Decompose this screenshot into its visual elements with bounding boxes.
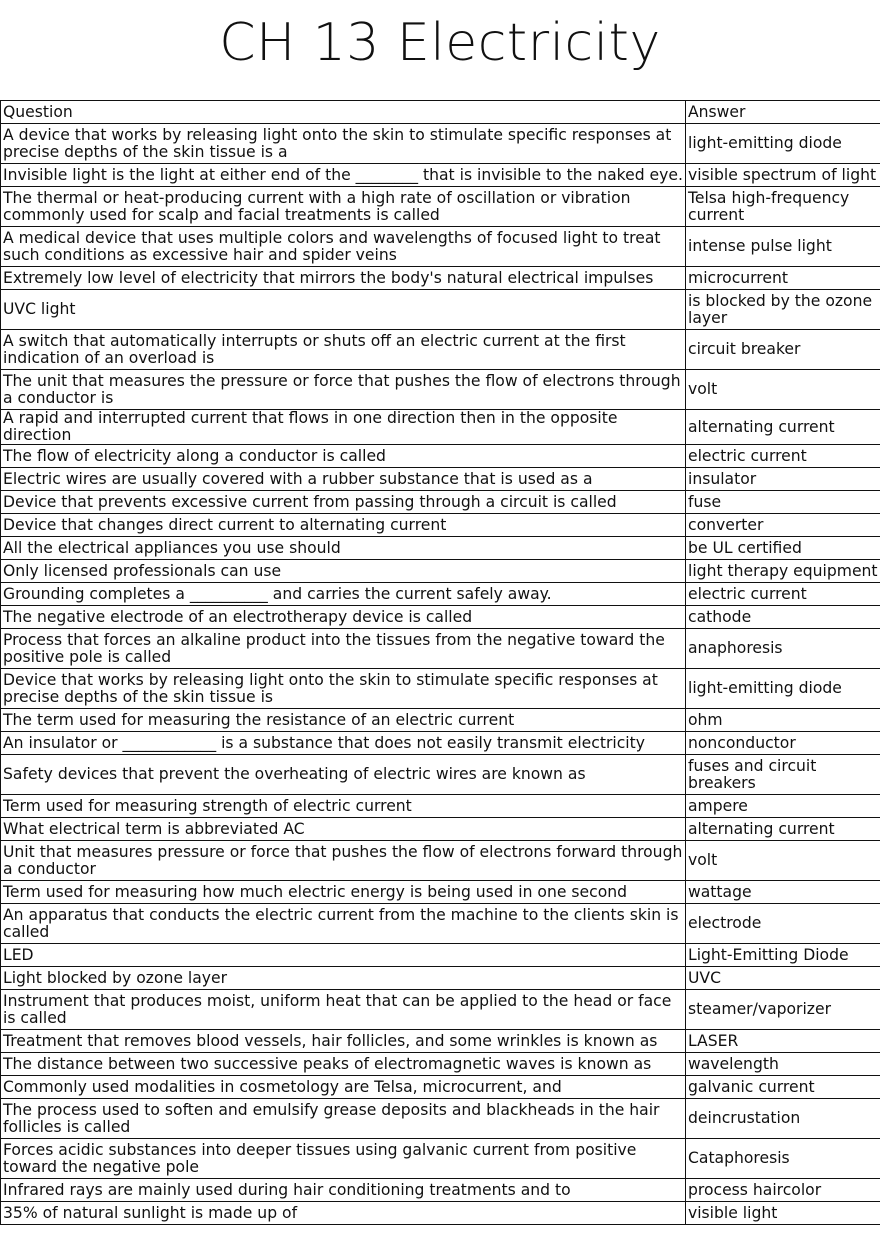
table-row [1, 904, 880, 944]
answer-cell: fuse [686, 491, 880, 514]
table-row [1, 1076, 880, 1099]
answer-cell: volt [686, 370, 880, 410]
answer-cell: fuses and circuit breakers [686, 755, 880, 795]
answer-cell: ampere [686, 795, 880, 818]
table-row [1, 629, 880, 669]
table-row [1, 124, 880, 164]
table-row [1, 491, 880, 514]
answer-cell: converter [686, 514, 880, 537]
answer-cell: steamer/vaporizer [686, 990, 880, 1030]
question-cell: The thermal or heat-producing current with a high rate of oscillation or vibration commonly used for scalp and facial treatments is called [1, 187, 686, 227]
question-cell: An insulator or ____________ is a substance that does not easily transmit electricity [1, 732, 686, 755]
question-cell: The term used for measuring the resistance of an electric current [1, 709, 686, 732]
answer-cell: light-emitting diode [686, 669, 880, 709]
table-row [1, 445, 880, 468]
table-row [1, 818, 880, 841]
answer-cell: wattage [686, 881, 880, 904]
question-cell: The unit that measures the pressure or force that pushes the flow of electrons through a conductor is [1, 370, 686, 410]
answer-cell: volt [686, 841, 880, 881]
question-cell: Device that changes direct current to alternating current [1, 514, 686, 537]
table-row [1, 290, 880, 330]
question-cell: Commonly used modalities in cosmetology are Telsa, microcurrent, and [1, 1076, 686, 1099]
answer-cell: alternating current [686, 410, 880, 445]
answer-cell: alternating current [686, 818, 880, 841]
question-cell: Process that forces an alkaline product into the tissues from the negative toward the positive pole is called [1, 629, 686, 669]
answer-cell: be UL certified [686, 537, 880, 560]
question-cell: Light blocked by ozone layer [1, 967, 686, 990]
question-cell: Unit that measures pressure or force that pushes the flow of electrons forward through a conductor [1, 841, 686, 881]
answer-cell: intense pulse light [686, 227, 880, 267]
answer-cell: Cataphoresis [686, 1139, 880, 1179]
table-row [1, 709, 880, 732]
question-cell: Device that works by releasing light onto the skin to stimulate specific responses at precise depths of the skin tissue is [1, 669, 686, 709]
table-row [1, 841, 880, 881]
question-cell: Device that prevents excessive current from passing through a circuit is called [1, 491, 686, 514]
answer-cell: LASER [686, 1030, 880, 1053]
question-cell: A rapid and interrupted current that flows in one direction then in the opposite direction [1, 410, 686, 445]
table-row [1, 1139, 880, 1179]
table-row [1, 1099, 880, 1139]
question-cell: Term used for measuring how much electric energy is being used in one second [1, 881, 686, 904]
question-cell: The distance between two successive peaks of electromagnetic waves is known as [1, 1053, 686, 1076]
question-cell: Infrared rays are mainly used during hair conditioning treatments and to [1, 1179, 686, 1202]
question-cell: LED [1, 944, 686, 967]
page-title: CH 13 Electricity [219, 13, 661, 73]
question-cell: UVC light [1, 290, 686, 330]
table-row [1, 1202, 880, 1225]
table-row [1, 755, 880, 795]
question-cell: A switch that automatically interrupts or shuts off an electric current at the first indication of an overload is [1, 330, 686, 370]
table-row [1, 187, 880, 227]
question-cell: The process used to soften and emulsify grease deposits and blackheads in the hair follicles is called [1, 1099, 686, 1139]
answer-cell: UVC [686, 967, 880, 990]
answer-cell: circuit breaker [686, 330, 880, 370]
answer-cell: wavelength [686, 1053, 880, 1076]
question-cell: A medical device that uses multiple colors and wavelengths of focused light to treat such conditions as excessive hair and spider veins [1, 227, 686, 267]
question-cell: The negative electrode of an electrotherapy device is called [1, 606, 686, 629]
question-cell: Term used for measuring strength of electric current [1, 795, 686, 818]
answer-cell: galvanic current [686, 1076, 880, 1099]
answer-cell: electrode [686, 904, 880, 944]
table-row [1, 1053, 880, 1076]
question-cell: Grounding completes a __________ and carries the current safely away. [1, 583, 686, 606]
answer-cell: electric current [686, 583, 880, 606]
column-header-question: Question [1, 101, 686, 124]
table-row [1, 1179, 880, 1202]
answer-cell: visible spectrum of light [686, 164, 880, 187]
question-cell: Forces acidic substances into deeper tissues using galvanic current from positive toward the negative pole [1, 1139, 686, 1179]
table-row [1, 560, 880, 583]
table-header-row [1, 101, 880, 124]
table-row [1, 164, 880, 187]
question-cell: The flow of electricity along a conductor is called [1, 445, 686, 468]
answer-cell: light therapy equipment [686, 560, 880, 583]
table-row [1, 514, 880, 537]
table-row [1, 967, 880, 990]
answer-cell: insulator [686, 468, 880, 491]
answer-cell: electric current [686, 445, 880, 468]
table-row [1, 944, 880, 967]
table-row [1, 669, 880, 709]
question-cell: Invisible light is the light at either end of the ________ that is invisible to the naked eye. [1, 164, 686, 187]
table-row [1, 795, 880, 818]
answer-cell: light-emitting diode [686, 124, 880, 164]
table-row [1, 410, 880, 445]
question-cell: What electrical term is abbreviated AC [1, 818, 686, 841]
table-row [1, 330, 880, 370]
table-row [1, 881, 880, 904]
table-row [1, 227, 880, 267]
table-row [1, 1030, 880, 1053]
question-cell: Extremely low level of electricity that mirrors the body's natural electrical impulses [1, 267, 686, 290]
table-row [1, 990, 880, 1030]
question-cell: 35% of natural sunlight is made up of [1, 1202, 686, 1225]
answer-cell: deincrustation [686, 1099, 880, 1139]
table-body [1, 124, 880, 1225]
table-row [1, 583, 880, 606]
table-row [1, 468, 880, 491]
question-cell: Safety devices that prevent the overheating of electric wires are known as [1, 755, 686, 795]
question-cell: An apparatus that conducts the electric current from the machine to the clients skin is called [1, 904, 686, 944]
qa-table [0, 100, 880, 1225]
answer-cell: visible light [686, 1202, 880, 1225]
answer-cell: nonconductor [686, 732, 880, 755]
table-row [1, 370, 880, 410]
question-cell: Only licensed professionals can use [1, 560, 686, 583]
question-cell: Instrument that produces moist, uniform heat that can be applied to the head or face is called [1, 990, 686, 1030]
answer-cell: is blocked by the ozone layer [686, 290, 880, 330]
table-row [1, 267, 880, 290]
answer-cell: Telsa high-frequency current [686, 187, 880, 227]
answer-cell: Light-Emitting Diode [686, 944, 880, 967]
column-header-answer: Answer [686, 101, 880, 124]
answer-cell: cathode [686, 606, 880, 629]
table-row [1, 537, 880, 560]
answer-cell: anaphoresis [686, 629, 880, 669]
question-cell: All the electrical appliances you use should [1, 537, 686, 560]
table-row [1, 606, 880, 629]
answer-cell: process haircolor [686, 1179, 880, 1202]
table-row [1, 732, 880, 755]
answer-cell: microcurrent [686, 267, 880, 290]
question-cell: A device that works by releasing light onto the skin to stimulate specific responses at precise depths of the skin tissue is a [1, 124, 686, 164]
question-cell: Treatment that removes blood vessels, hair follicles, and some wrinkles is known as [1, 1030, 686, 1053]
answer-cell: ohm [686, 709, 880, 732]
question-cell: Electric wires are usually covered with a rubber substance that is used as a [1, 468, 686, 491]
